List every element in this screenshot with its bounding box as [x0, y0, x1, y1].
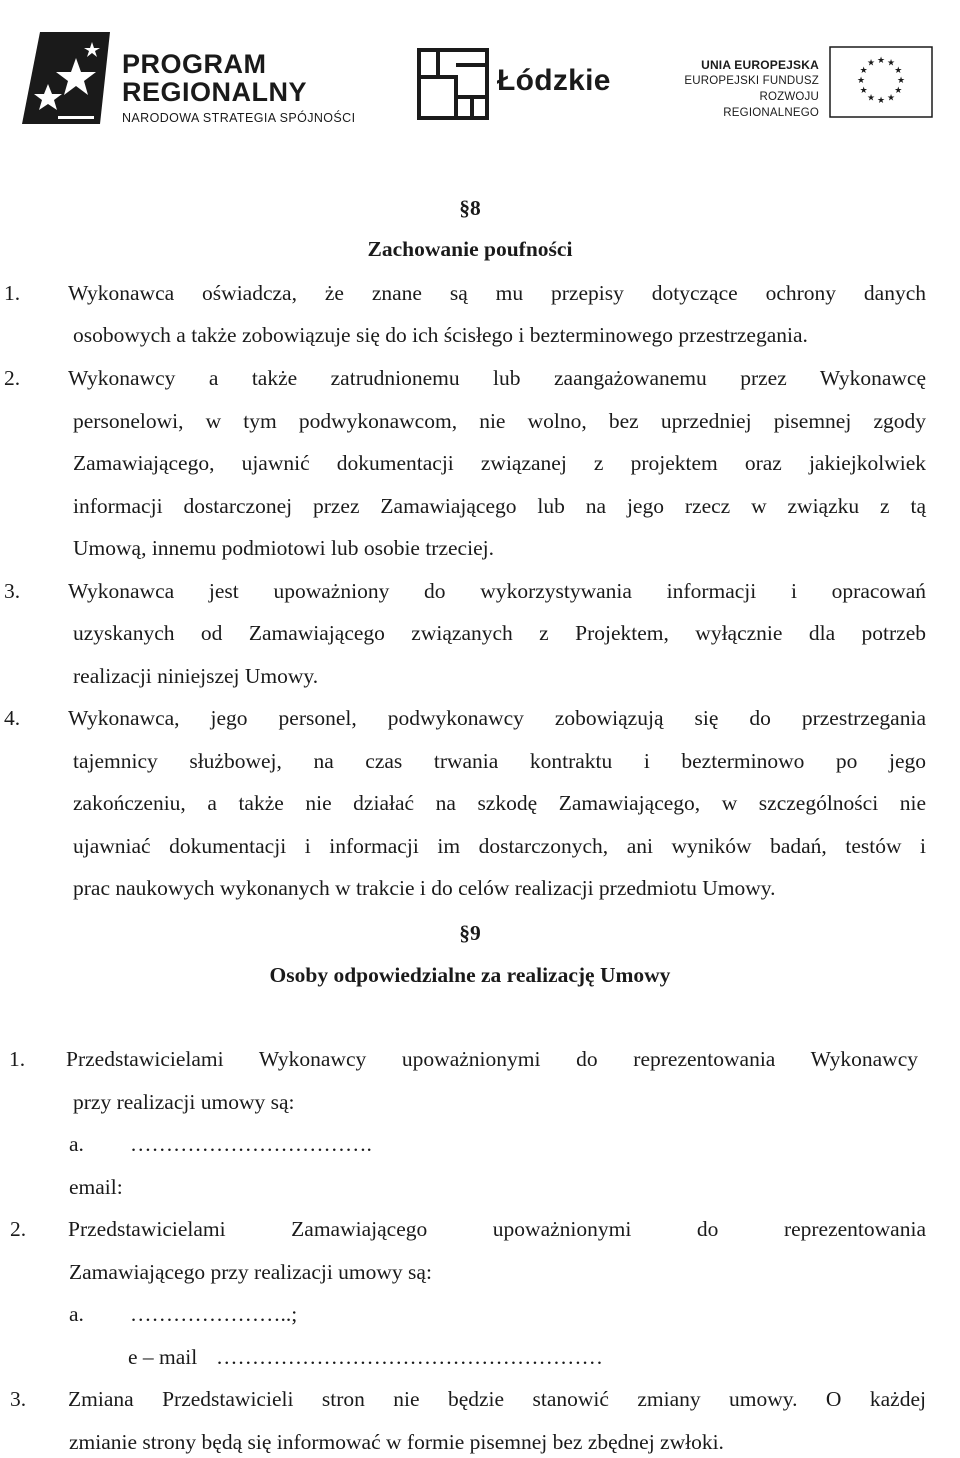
program-line: PROGRAM [122, 49, 267, 79]
s8-p4-line3: zakończeniu, a także nie działać na szkodę Zamawiającego, w szczególności nie [73, 791, 926, 815]
svg-text:★: ★ [886, 93, 896, 104]
s9-p1-a-value: ……………………………. [130, 1132, 372, 1156]
s8-p4-number: 4. [4, 706, 21, 730]
s9-p2-line1: Przedstawicielami Zamawiającego upoważnionymi do reprezentowania [68, 1217, 926, 1241]
s9-p1-line1: Przedstawicielami Wykonawcy upoważnionymi do reprezentowania Wykonawcy [66, 1047, 918, 1071]
s8-p2-number: 2. [4, 366, 21, 390]
regionalny-line: REGIONALNY [122, 77, 308, 107]
s9-p2-email-label: e – mail [128, 1345, 198, 1369]
svg-text:★: ★ [859, 86, 868, 96]
svg-text:★: ★ [876, 56, 886, 66]
eu-flag-icon [829, 46, 933, 118]
s8-p2-line2: personelowi, w tym podwykonawcom, nie wolno, bez uprzedniej pisemnej zgody [73, 409, 926, 433]
program-regionalny-logo [18, 24, 128, 134]
section-8-number: §8 [459, 196, 481, 220]
section-8-title: Zachowanie poufności [367, 237, 573, 261]
s9-p2-a-value: …………………..; [130, 1302, 298, 1326]
s8-p4-line2: tajemnicy służbowej, na czas trwania kontraktu i bezterminowo po jego [73, 749, 926, 773]
s8-p4-line1: Wykonawca, jego personel, podwykonawcy zobowiązują się do przestrzegania [68, 706, 926, 730]
svg-text:★: ★ [876, 96, 886, 106]
s9-p1-a-label: a. [69, 1132, 84, 1156]
svg-text:★: ★ [886, 58, 896, 69]
s8-p3-line2: uzyskanych od Zamawiającego związanych z Projektem, wyłącznie dla potrzeb [73, 621, 926, 645]
strategy-line: NARODOWA STRATEGIA SPÓJNOŚCI [122, 111, 356, 125]
lodzkie-logo [416, 47, 490, 121]
lodzkie-wordmark: Łódzkie [497, 64, 611, 97]
s8-p3-number: 3. [4, 579, 21, 603]
svg-text:★: ★ [856, 76, 866, 86]
s8-p2-line5: Umową, innemu podmiotowi lub osobie trzeciej. [73, 536, 494, 560]
s8-p1-line1: Wykonawca oświadcza, że znane są mu przepisy dotyczące ochrony danych [68, 281, 926, 305]
regional-line: ROZWOJU REGIONALNEGO [723, 91, 819, 119]
s8-p3-line1: Wykonawca jest upoważniony do wykorzystywania informacji i opracowań [68, 579, 926, 603]
s9-p2-a-label: a. [69, 1302, 84, 1326]
svg-text:★: ★ [894, 66, 903, 76]
s9-p1-email-label: email: [69, 1175, 123, 1199]
svg-text:★: ★ [894, 86, 903, 96]
eu-line: UNIA EUROPEJSKA [701, 58, 819, 72]
svg-text:★: ★ [896, 76, 906, 86]
s8-p2-line1: Wykonawcy a także zatrudnionemu lub zaangażowanemu przez Wykonawcę [68, 366, 926, 390]
s9-p3-number: 3. [10, 1387, 27, 1411]
program-regionalny-wordmark [122, 50, 355, 129]
s8-p4-line5: prac naukowych wykonanych w trakcie i do celów realizacji przedmiotu Umowy. [73, 876, 776, 900]
s8-p1-number: 1. [4, 281, 21, 305]
s9-p2-line2: Zamawiającego przy realizacji umowy są: [69, 1260, 432, 1284]
s9-p2-email-value: ……………………………………………… [216, 1345, 603, 1369]
section-9-title: Osoby odpowiedzialne za realizację Umowy [269, 963, 671, 987]
section-9-number: §9 [459, 921, 481, 945]
s8-p1-line2: osobowych a także zobowiązuje się do ich ścisłego i bezterminowego przestrzegania. [73, 323, 808, 347]
s8-p2-line4: informacji dostarczonej przez Zamawiającego lub na jego rzecz w związku z tą [73, 494, 926, 518]
s8-p3-line3: realizacji niniejszej Umowy. [73, 664, 319, 688]
fund-line: EUROPEJSKI FUNDUSZ [684, 75, 819, 87]
eu-wordmark [664, 57, 819, 121]
svg-text:★: ★ [866, 93, 876, 104]
s9-p3-line2: zmianie strony będą się informować w formie pisemnej bez zbędnej zwłoki. [69, 1430, 724, 1454]
page-header [0, 0, 960, 140]
s8-p4-line4: ujawniać dokumentacji i informacji im dostarczonych, ani wyników badań, testów i [73, 834, 926, 858]
s9-p1-number: 1. [9, 1047, 26, 1071]
svg-text:★: ★ [859, 66, 868, 76]
s9-p2-number: 2. [10, 1217, 27, 1241]
svg-text:★: ★ [866, 58, 876, 69]
s9-p1-line2: przy realizacji umowy są: [73, 1090, 295, 1114]
s8-p2-line3: Zamawiającego, ujawnić dokumentacji związanej z projektem oraz jakiejkolwiek [73, 451, 926, 475]
s9-p3-line1: Zmiana Przedstawicieli stron nie będzie stanowić zmiany umowy. O każdej [68, 1387, 926, 1411]
